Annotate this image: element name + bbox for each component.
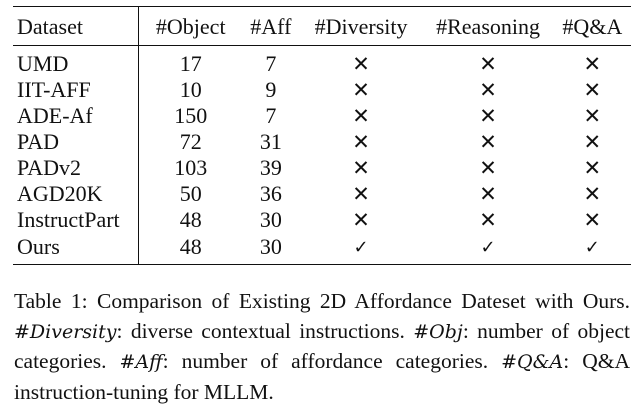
cross-icon: ✕ <box>479 52 497 76</box>
cell-aff: 30 <box>259 207 282 232</box>
cross-icon: ✕ <box>479 156 497 180</box>
caption-desc-obj: : number of object categories. <box>14 318 631 373</box>
cell-objects: 17 <box>179 51 202 76</box>
cross-icon: ✕ <box>583 104 602 128</box>
header-reasoning: #Reasoning <box>436 14 540 39</box>
cross-icon: ✕ <box>352 130 370 154</box>
cross-icon: ✕ <box>583 78 602 102</box>
cell-objects: 48 <box>179 233 202 259</box>
table-row <box>13 207 631 233</box>
cross-icon: ✕ <box>479 130 497 154</box>
table-row <box>13 129 631 155</box>
check-icon: ✓ <box>480 237 496 258</box>
cell-dataset: AGD20K <box>13 181 139 207</box>
cross-icon: ✕ <box>352 78 370 102</box>
cross-icon: ✕ <box>352 208 370 232</box>
table-header-row <box>13 7 631 46</box>
caption-term-diversity: #Diversity <box>14 320 117 343</box>
table-row <box>13 181 631 207</box>
check-icon: ✓ <box>584 237 600 258</box>
header-qa: #Q&A <box>562 14 623 39</box>
cross-icon: ✕ <box>479 208 497 232</box>
cell-dataset: PADv2 <box>13 155 139 181</box>
table-row <box>13 103 631 129</box>
cross-icon: ✕ <box>352 52 370 76</box>
header-object: #Object <box>155 14 226 39</box>
caption-term-qa: #Q&A <box>501 351 564 373</box>
cross-icon: ✕ <box>352 156 370 180</box>
cell-objects: 48 <box>179 207 202 232</box>
caption-desc-qa: : Q&A instruction-tuning for MLLM. <box>14 349 631 404</box>
cell-dataset: ADE-Af <box>13 103 139 129</box>
caption-term-aff: #Aff <box>119 351 163 373</box>
cell-dataset: Ours <box>13 233 139 265</box>
table-caption <box>14 287 630 407</box>
cell-objects: 72 <box>179 129 202 154</box>
table-body <box>13 46 631 265</box>
cell-aff: 36 <box>259 181 282 206</box>
cross-icon: ✕ <box>583 182 602 206</box>
cross-icon: ✕ <box>583 52 602 76</box>
cross-icon: ✕ <box>352 104 370 128</box>
cell-objects: 103 <box>174 155 208 180</box>
table-row <box>13 46 631 78</box>
caption-desc-aff: : number of affordance categories. <box>162 349 502 373</box>
table-row <box>13 155 631 181</box>
cross-icon: ✕ <box>479 104 497 128</box>
cell-aff: 7 <box>265 51 277 76</box>
cell-aff: 30 <box>259 233 282 259</box>
comparison-table-container <box>13 6 631 265</box>
cell-aff: 7 <box>265 103 277 128</box>
cell-objects: 150 <box>174 103 208 128</box>
cell-objects: 50 <box>179 181 202 206</box>
header-diversity: #Diversity <box>314 14 408 39</box>
cell-aff: 9 <box>265 77 277 102</box>
caption-term-obj: #Obj <box>413 320 463 343</box>
cross-icon: ✕ <box>583 130 602 154</box>
cross-icon: ✕ <box>352 182 370 206</box>
table-row <box>13 77 631 103</box>
caption-lead: Table 1: Comparison of Existing 2D Affordance Dateset with Ours. <box>14 289 630 313</box>
affordance-dataset-comparison-table <box>13 6 631 265</box>
header-dataset: Dataset <box>13 7 139 46</box>
cell-dataset: UMD <box>13 46 139 78</box>
cross-icon: ✕ <box>583 208 602 232</box>
cell-aff: 31 <box>259 129 282 154</box>
check-icon: ✓ <box>353 237 369 258</box>
cross-icon: ✕ <box>479 78 497 102</box>
cell-dataset: InstructPart <box>13 207 139 233</box>
header-aff: #Aff <box>250 14 292 39</box>
cell-dataset: IIT-AFF <box>13 77 139 103</box>
cell-aff: 39 <box>259 155 282 180</box>
table-row <box>13 233 631 265</box>
cross-icon: ✕ <box>479 182 497 206</box>
caption-desc-diversity: : diverse contextual instructions. <box>116 318 414 343</box>
cross-icon: ✕ <box>583 156 602 180</box>
cell-dataset: PAD <box>13 129 139 155</box>
cell-objects: 10 <box>179 77 202 102</box>
